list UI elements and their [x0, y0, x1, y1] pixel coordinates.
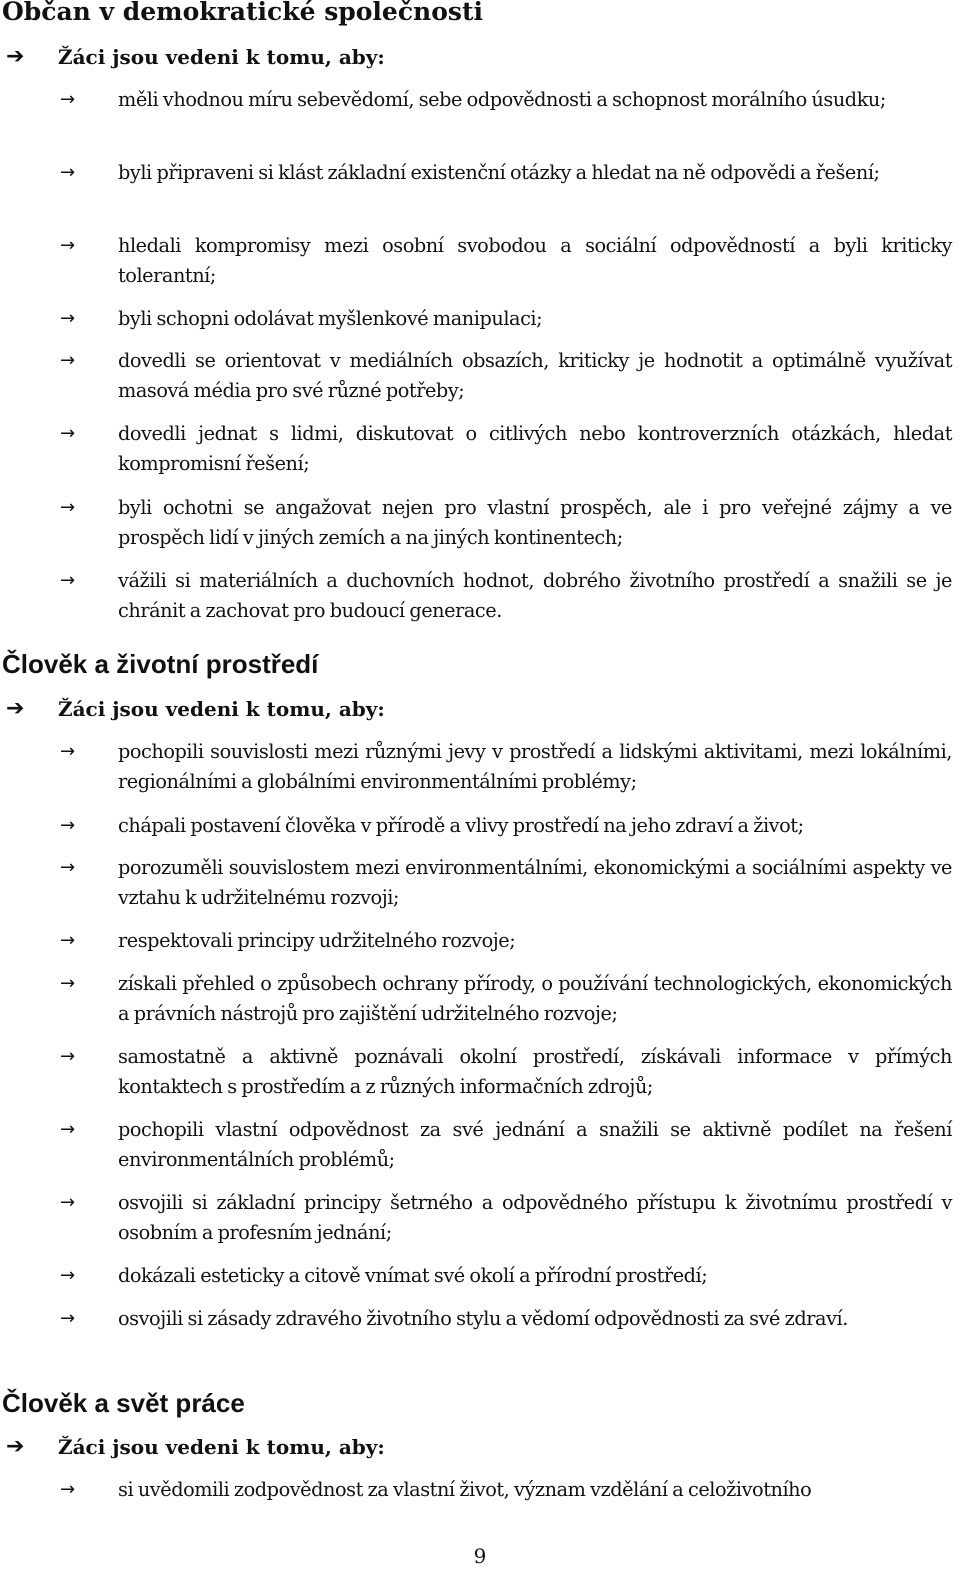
list-item-text: pochopili souvislosti mezi různými jevy v prostředí a lidskými aktivitami, mezi lokálními, regionálními a globálními environmentálními problémy; [118, 740, 952, 793]
arrow-icon: → [60, 1265, 76, 1286]
section-lead [0, 694, 960, 724]
lead-text: Žáci jsou vedeni k tomu, aby: [58, 1435, 385, 1459]
arrow-icon: → [60, 423, 76, 444]
list-item-text: byli připraveni si klást základní existenční otázky a hledat na ně odpovědi a řešení; [118, 161, 880, 184]
list-item-text: respektovali principy udržitelného rozvoje; [118, 929, 516, 952]
list-item-text: osvojili si zásady zdravého životního stylu a vědomí odpovědnosti za své zdraví. [118, 1307, 848, 1330]
bold-arrow-icon: ➔ [6, 1434, 25, 1459]
arrow-icon: → [60, 741, 76, 762]
section-title: Člověk a svět práce [2, 1388, 245, 1418]
list-item-text: pochopili vlastní odpovědnost za své jednání a snažili se aktivně podílet na řešení environmentálních problémů; [118, 1118, 952, 1171]
list-item-text: byli ochotni se angažovat nejen pro vlastní prospěch, ale i pro veřejné zájmy a ve prospěch lidí v jiných zemích a na jiných kontinentech; [118, 496, 952, 549]
arrow-icon: → [60, 1119, 76, 1140]
arrow-icon: → [60, 497, 76, 518]
list-item-text: dovedli se orientovat v mediálních obsazích, kriticky je hodnotit a optimálně využívat masová média pro své různé potřeby; [118, 349, 952, 402]
arrow-icon: → [60, 930, 76, 951]
arrow-icon: → [60, 308, 76, 329]
section-title: Člověk a životní prostředí [2, 649, 319, 679]
list-item-text: hledali kompromisy mezi osobní svobodou a sociální odpovědností a byli kriticky tolerantní; [118, 234, 952, 287]
lead-text: Žáci jsou vedeni k tomu, aby: [58, 45, 385, 69]
arrow-icon: → [60, 815, 76, 836]
list-item-text: vážili si materiálních a duchovních hodnot, dobrého životního prostředí a snažili se je chránit a zachovat pro budoucí generace. [118, 569, 952, 622]
arrow-icon: → [60, 857, 76, 878]
section-lead [0, 1432, 960, 1462]
section-title: Občan v demokratické společnosti [2, 0, 484, 26]
bold-arrow-icon: ➔ [6, 696, 25, 721]
list-item-text: byli schopni odolávat myšlenkové manipulaci; [118, 307, 543, 330]
lead-text: Žáci jsou vedeni k tomu, aby: [58, 697, 385, 721]
list-item-text: osvojili si základní principy šetrného a odpovědného přístupu k životnímu prostředí v osobním a profesním jednání; [118, 1191, 952, 1244]
bold-arrow-icon: ➔ [6, 44, 25, 69]
list-item-text: porozuměli souvislostem mezi environmentálními, ekonomickými a sociálními aspekty ve vztahu k udržitelnému rozvoji; [118, 856, 952, 909]
list-item-text: si uvědomili zodpovědnost za vlastní život, význam vzdělání a celoživotního [118, 1478, 812, 1501]
list-item-text: měli vhodnou míru sebevědomí, sebe odpovědnosti a schopnost morálního úsudku; [118, 88, 886, 111]
list-item-text: dokázali esteticky a citově vnímat své okolí a přírodní prostředí; [118, 1264, 708, 1287]
arrow-icon: → [60, 1479, 76, 1500]
arrow-icon: → [60, 350, 76, 371]
arrow-icon: → [60, 162, 76, 183]
arrow-icon: → [60, 973, 76, 994]
arrow-icon: → [60, 1192, 76, 1213]
section-lead [0, 42, 960, 72]
arrow-icon: → [60, 1308, 76, 1329]
list-item-text: samostatně a aktivně poznávali okolní prostředí, získávali informace v přímých kontaktech s prostředím a z různých informačních zdrojů; [118, 1045, 952, 1098]
list-item-text: dovedli jednat s lidmi, diskutovat o citlivých nebo kontroverzních otázkách, hledat kompromisní řešení; [118, 422, 952, 475]
arrow-icon: → [60, 235, 76, 256]
list-item-text: chápali postavení člověka v přírodě a vlivy prostředí na jeho zdraví a život; [118, 814, 804, 837]
arrow-icon: → [60, 89, 76, 110]
page-number: 9 [473, 1544, 487, 1568]
arrow-icon: → [60, 570, 76, 591]
list-item-text: získali přehled o způsobech ochrany přírody, o používání technologických, ekonomických a právních nástrojů pro zajištění udržitelného rozvoje; [118, 972, 952, 1025]
arrow-icon: → [60, 1046, 76, 1067]
